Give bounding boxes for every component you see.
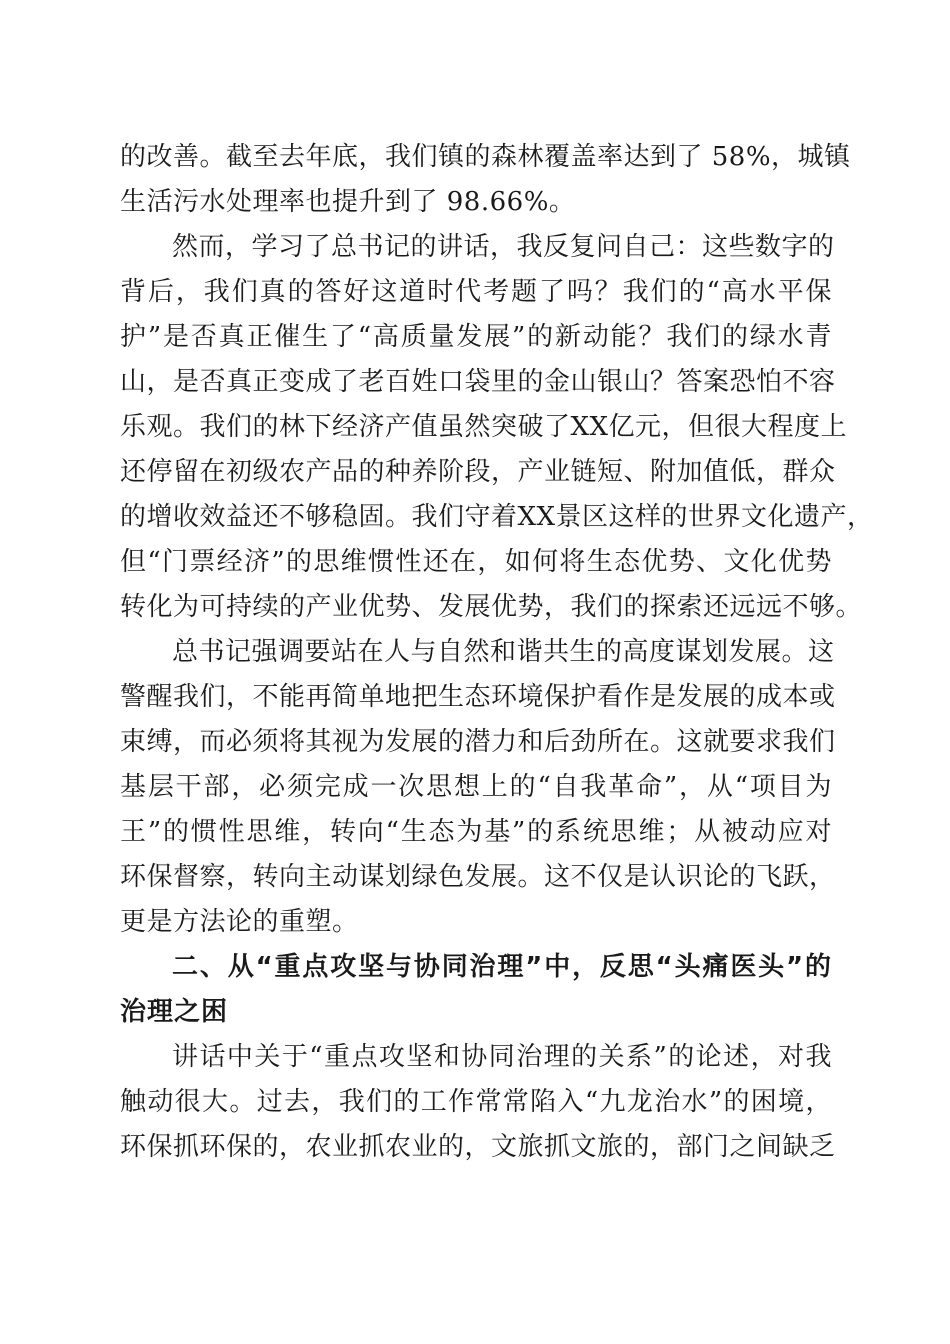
text-line: 触动很大。过去，我们的工作常常陷入“九龙治水”的困境，	[120, 1087, 832, 1117]
text-line: 环保抓环保的，农业抓农业的，文旅抓文旅的，部门之间缺乏	[120, 1132, 836, 1162]
text-line: 乐观。我们的林下经济产值虽然突破了XX亿元，但很大程度上	[120, 412, 848, 442]
text-line: 讲话中关于“重点攻坚和协同治理的关系”的论述，对我	[172, 1042, 832, 1072]
text-line: 但“门票经济”的思维惯性还在，如何将生态优势、文化优势	[120, 547, 832, 577]
text-line: 束缚，而必须将其视为发展的潜力和后劲所在。这就要求我们	[120, 727, 836, 757]
paragraph-coordination	[120, 1035, 836, 1170]
paragraph-harmony	[120, 630, 836, 945]
paragraph-reflection	[120, 225, 874, 630]
heading-line: 二、从“重点攻坚与协同治理”中，反思“头痛医头”的	[172, 952, 832, 982]
text-line: 还停留在初级农产品的种养阶段，产业链短、附加值低，群众	[120, 457, 836, 487]
text-line: 背后，我们真的答好这道时代考题了吗？我们的“高水平保	[120, 277, 832, 307]
text-line: 然而，学习了总书记的讲话，我反复问自己：这些数字的	[172, 232, 835, 262]
text-line: 王”的惯性思维，转向“生态为基”的系统思维；从被动应对	[120, 817, 832, 847]
heading-line: 治理之困	[120, 997, 229, 1027]
section-heading-2	[120, 945, 832, 1035]
text-line: 环保督察，转向主动谋划绿色发展。这不仅是认识论的飞跃，	[120, 862, 836, 892]
text-line: 的改善。截至去年底，我们镇的森林覆盖率达到了 58%，城镇	[120, 142, 851, 172]
text-line: 生活污水处理率也提升到了 98.66%。	[120, 187, 576, 217]
text-line: 更是方法论的重塑。	[120, 907, 359, 937]
paragraph-forest-coverage	[120, 135, 851, 225]
document-page	[120, 135, 874, 1170]
text-line: 转化为可持续的产业优势、发展优势，我们的探索还远远不够。	[120, 592, 863, 622]
text-line: 护”是否真正催生了“高质量发展”的新动能？我们的绿水青	[120, 322, 832, 352]
text-line: 基层干部，必须完成一次思想上的“自我革命”，从“项目为	[120, 772, 832, 802]
text-line: 警醒我们，不能再简单地把生态环境保护看作是发展的成本或	[120, 682, 836, 712]
text-line: 的增收效益还不够稳固。我们守着XX景区这样的世界文化遗产，	[120, 502, 874, 532]
text-line: 总书记强调要站在人与自然和谐共生的高度谋划发展。这	[172, 637, 835, 667]
text-line: 山，是否真正变成了老百姓口袋里的金山银山？答案恐怕不容	[120, 367, 836, 397]
